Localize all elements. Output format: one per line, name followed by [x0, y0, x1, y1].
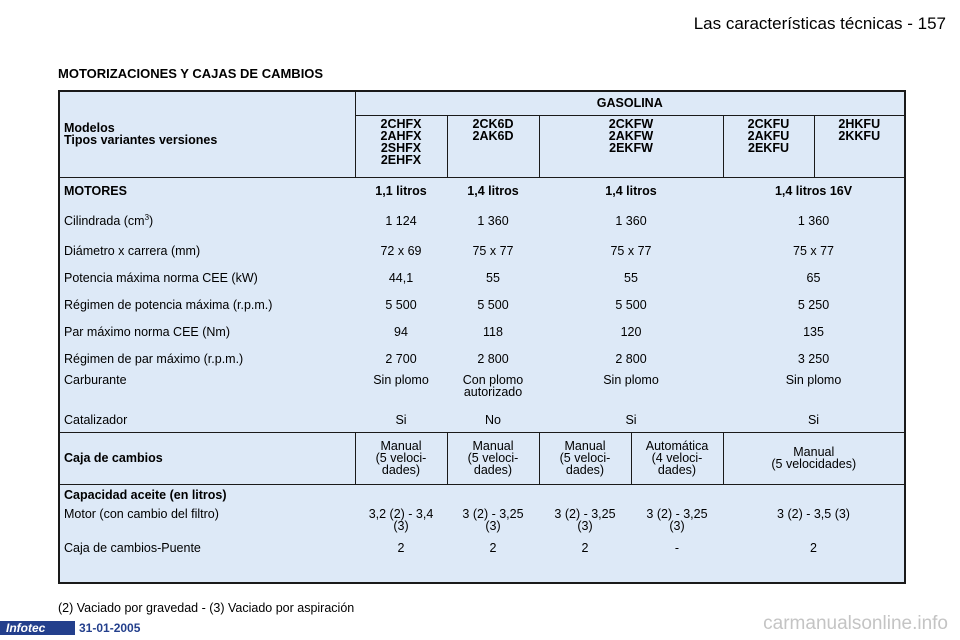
- power-cell: 55: [486, 270, 500, 285]
- fuel-cell: Con plomo autorizado: [462, 373, 524, 399]
- catalyst-cell: Si: [355, 408, 447, 432]
- gearbox-cell: Manual (5 veloci- dades): [355, 432, 447, 484]
- oil-capacity-label: Capacidad aceite (en litros): [64, 488, 227, 503]
- gearbox-cell: Manual (5 veloci- dades): [447, 432, 539, 484]
- torque-cell: 135: [803, 324, 824, 339]
- displacement-label-suffix: ): [149, 214, 154, 228]
- power-label: Potencia máxima norma CEE (kW): [64, 270, 258, 285]
- torque-rpm-cell: 3 250: [797, 351, 830, 366]
- oil-gearbox-cell: -: [674, 541, 680, 555]
- torque-rpm-label: Régimen de par máximo (r.p.m.): [64, 351, 244, 366]
- oil-engine-cell: 3 (2) - 3,25 (3): [554, 507, 616, 533]
- variant-code-cell: 2CKFW 2AKFW 2EKFW: [539, 115, 723, 177]
- power-rpm-cell: 5 250: [797, 297, 830, 312]
- torque-cell: 120: [620, 324, 642, 339]
- power-rpm-cell: 5 500: [477, 297, 509, 312]
- gearbox-cell: Automática (4 veloci- dades): [631, 432, 723, 484]
- displacement-label: [59, 205, 355, 237]
- bore-cell: 75 x 77: [610, 243, 652, 258]
- oil-gearbox-cell: 2: [489, 541, 497, 555]
- displacement-cell: 1 360: [615, 214, 647, 228]
- power-cell: 65: [806, 270, 821, 285]
- engine-cell: 1,1 litros: [375, 184, 427, 199]
- bore-cell: 75 x 77: [472, 243, 514, 258]
- engine-cell: 1,4 litros: [605, 184, 657, 199]
- displacement-cell: 1 124: [385, 214, 417, 228]
- torque-rpm-cell: 2 800: [615, 351, 647, 366]
- displacement-cell: 1 360: [797, 214, 830, 228]
- power-cell: 55: [624, 270, 638, 285]
- power-rpm-cell: 5 500: [615, 297, 647, 312]
- variant-code-split-cell: [723, 115, 905, 177]
- fuel-cell: Sin plomo: [603, 373, 659, 387]
- oil-engine-cell: 3 (2) - 3,25 (3): [646, 507, 708, 533]
- watermark: carmanualsonline.info: [763, 613, 948, 634]
- catalyst-cell: No: [447, 408, 539, 432]
- engines-label: MOTORES: [64, 184, 127, 199]
- fuel-cell: Sin plomo: [373, 373, 429, 387]
- power-rpm-cell: 5 500: [385, 297, 417, 312]
- fuel-cell: Sin plomo: [785, 373, 842, 387]
- variants-label: Tipos variantes versiones: [64, 133, 218, 148]
- engine-cell: 1,4 litros 16V: [774, 184, 853, 199]
- oil-gearbox-label: Caja de cambios-Puente: [64, 541, 201, 555]
- variant-code-cell: 2CHFX 2AHFX 2SHFX 2EHFX: [355, 115, 447, 177]
- models-header-cell: [59, 91, 355, 177]
- page-header: Las características técnicas - 157: [693, 14, 946, 33]
- torque-cell: 118: [483, 324, 503, 339]
- variant-code-cell: 2CKFU 2AKFU 2EKFU: [724, 116, 815, 177]
- bore-label: Diámetro x carrera (mm): [64, 243, 201, 258]
- oil-gearbox-cell: 2: [810, 541, 817, 555]
- section-title: MOTORIZACIONES Y CAJAS DE CAMBIOS: [58, 66, 324, 81]
- infotec-logo: Infotec: [0, 621, 75, 635]
- torque-rpm-cell: 2 800: [477, 351, 509, 366]
- gearbox-cell: Manual (5 velocidades): [723, 432, 905, 484]
- displacement-label-text: Cilindrada (cm: [64, 214, 145, 228]
- models-label: Modelos: [64, 121, 115, 136]
- power-rpm-label: Régimen de potencia máxima (r.p.m.): [64, 297, 273, 312]
- torque-cell: 94: [394, 324, 408, 339]
- fuel-group-header: GASOLINA: [355, 91, 905, 115]
- engine-spec-table: [58, 90, 906, 584]
- bore-cell: 72 x 69: [380, 243, 422, 258]
- print-date: 31-01-2005: [79, 621, 141, 635]
- oil-gearbox-cell: 2: [581, 541, 589, 555]
- variant-code-cell: 2CK6D 2AK6D: [447, 115, 539, 177]
- torque-rpm-cell: 2 700: [385, 351, 417, 366]
- catalyst-cell: Si: [539, 408, 723, 432]
- displacement-cell: 1 360: [477, 214, 509, 228]
- displacement-superscript: 3: [144, 212, 150, 222]
- variant-code-cell: 2HKFU 2KKFU: [838, 116, 881, 143]
- catalyst-cell: Si: [723, 408, 905, 432]
- fuel-label: Carburante: [64, 373, 127, 387]
- oil-engine-cell: 3 (2) - 3,25 (3): [462, 507, 524, 533]
- catalyst-label: Catalizador: [59, 408, 355, 432]
- power-cell: 44,1: [388, 270, 414, 285]
- oil-engine-label: Motor (con cambio del filtro): [64, 507, 219, 521]
- footnote: (2) Vaciado por gravedad - (3) Vaciado por aspiración: [58, 601, 355, 615]
- torque-label: Par máximo norma CEE (Nm): [64, 324, 230, 339]
- bore-cell: 75 x 77: [793, 243, 835, 258]
- oil-engine-cell: 3,2 (2) - 3,4 (3): [368, 507, 434, 533]
- oil-gearbox-cell: 2: [397, 541, 405, 555]
- oil-engine-cell: 3 (2) - 3,5 (3): [777, 507, 850, 521]
- gearbox-label: Caja de cambios: [59, 432, 355, 484]
- engine-cell: 1,4 litros: [467, 184, 519, 199]
- gearbox-cell: Manual (5 veloci- dades): [539, 432, 631, 484]
